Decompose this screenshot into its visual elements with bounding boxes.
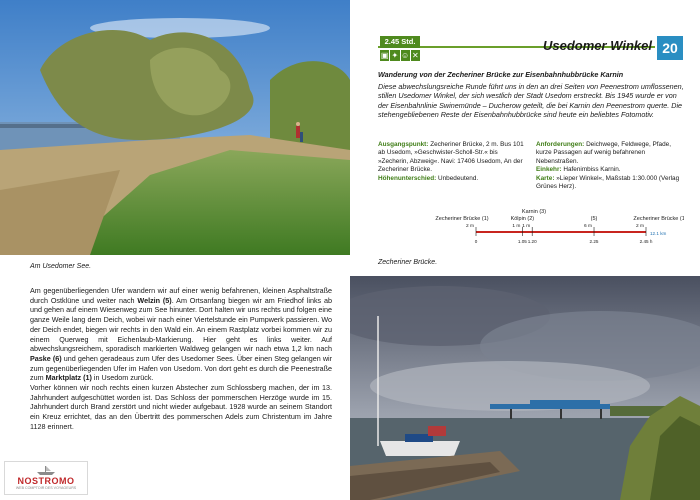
start-text: Zecheriner Brücke, 2 m. Bus 101 ab Usedom, »Geschwister-Scholl-Str.« bis »Zecherin, Abzweig«. Navi: 17406 Usedom, An der Zecheriner Brücke. bbox=[378, 141, 524, 174]
profile-point-name: Zecheriner Brücke (1) bbox=[633, 216, 684, 222]
body-part-1: Am gegenüberliegenden Ufer wandern wir auf einer wenig befahrenen, kleinen Asphaltstraße durch Ostklüne und weiter nach bbox=[30, 286, 332, 305]
profile-point-time: 2.25 bbox=[589, 239, 599, 244]
profile-top-label: Karnin (3) bbox=[521, 209, 547, 215]
logo-name: NOSTROMO bbox=[17, 476, 75, 486]
profile-point-name: (5) bbox=[590, 216, 598, 222]
route-description bbox=[30, 286, 332, 432]
start-label: Ausgangspunkt: bbox=[378, 141, 429, 148]
walker-icon: ✦ bbox=[391, 51, 399, 60]
height-text: Unbedeutend. bbox=[438, 174, 479, 182]
bridge-photo bbox=[350, 276, 700, 500]
picnic-icon: ✕ bbox=[412, 51, 419, 60]
profile-point-altitude: 2 m bbox=[636, 224, 644, 229]
facts-right bbox=[536, 141, 686, 191]
place-welzin: Welzin (5) bbox=[137, 295, 172, 305]
tour-number: 20 bbox=[657, 36, 683, 60]
profile-point-altitude: 2 m bbox=[466, 224, 474, 229]
map-label: Karte: bbox=[536, 174, 555, 182]
height-label: Höhenunterschied: bbox=[378, 174, 437, 182]
profile-point-altitude: 1 m bbox=[512, 224, 521, 229]
profile-point-altitude: 1 m bbox=[522, 224, 531, 229]
body-part-2: . Am Ortsanfang biegen wir am Friedhof links ab und gehen auf einem Wiesenweg zum See hinunter. Dort halten wir uns rechts und folgen eine ganze Weile lang dem Deich, wobei wir nach einer Viertelstunde ein Pumpwerk passieren. Wo der Deich endet, biegen wir rechts in den Wald ein. An einem Rastplatz vorbei kommen wir zu einem Querweg mit Eichenlaub-Markierung. Hier geht es links weiter. Auf abwechslungsreichem, sporadisch markierten Waldweg gelangen wir nach etwa 1,2 km nach bbox=[30, 295, 333, 354]
place-marktplatz: Marktplatz (1) bbox=[45, 373, 92, 383]
food-text: Hafenimbiss Karnin. bbox=[563, 166, 621, 174]
bus-icon: ▣ bbox=[380, 51, 389, 60]
body-part-5: Vorher können wir noch rechts einen kurzen Abstecher zum Schlossberg machen, der im 13. Jahrhundert aufgeschüttet worden ist. Das Schloss der pommerschen Herzöge wurde im 15. Jahrhundert durch Brand zerstört und nicht wieder aufgebaut. 1928 wurde an seinem Standort ein Kreuz errichtet, das an den Übertritt des pommerschen Adels zum Christentum im Jahre 1128 erinnert. bbox=[30, 383, 332, 431]
lake-photo-caption: Am Usedomer See. bbox=[30, 263, 92, 270]
food-label: Einkehr: bbox=[536, 166, 562, 174]
family-icon: ☺ bbox=[401, 51, 410, 60]
bridge-caption: Zecheriner Brücke. bbox=[378, 259, 438, 266]
profile-point-time: 1.05 bbox=[517, 239, 527, 244]
place-paske: Paske (6) bbox=[30, 353, 62, 363]
requirements-label: Anforderungen: bbox=[536, 141, 585, 148]
intro-lead: Wanderung von der Zecheriner Brücke zur Eisenbahnhubbrücke Karnin bbox=[378, 70, 624, 79]
ship-icon bbox=[35, 464, 57, 476]
duration-badge: 2.45 Std. bbox=[380, 36, 420, 48]
requirements-text: Deichwege, Feldwege, Pfade, kurze Passagen auf wenig befahrenen Nebenstraßen. bbox=[536, 141, 671, 165]
map-text: »Lieper Winkel«, Maßstab 1:30.000 (Verlag Grünes Herz). bbox=[536, 174, 680, 191]
profile-point-altitude: 6 m bbox=[584, 224, 593, 229]
profile-total-km: 12.1 km bbox=[650, 231, 667, 236]
tour-header bbox=[378, 36, 684, 62]
elevation-profile bbox=[378, 205, 684, 255]
profile-point-name: Zecheriner Brücke (1) bbox=[435, 216, 489, 222]
tour-title: Usedomer Winkel bbox=[543, 38, 652, 53]
body-part-4: in Usedom zurück. bbox=[93, 373, 154, 383]
logo-tagline: WEB COMPTOIR DES VOYAGEURS bbox=[15, 486, 77, 490]
lake-photo bbox=[0, 0, 350, 255]
profile-point-name: Kölpin (2) bbox=[510, 216, 535, 222]
intro-text: Diese abwechslungsreiche Runde führt uns in den an drei Seiten von Peenestrom umflossenen, stillen Usedomer Winkel, der sich westlich der Stadt Usedom erstreckt. Bis 1945 wurde er von der Eisenbahnlinie Swinemünde – Ducherow geteilt, die bei Karnin den Peenestrom querte. Die stehengebliebenen Reste der Eisenbahnhubbrücke sind heute ein beliebtes Fotomotiv. bbox=[378, 81, 684, 120]
profile-point-time: 1.20 bbox=[527, 239, 537, 244]
facts-left bbox=[378, 141, 528, 183]
profile-point-time: 0 bbox=[474, 239, 478, 244]
nostromo-logo bbox=[4, 461, 88, 495]
tour-icons bbox=[380, 50, 420, 61]
profile-point-time: 2.45 h bbox=[639, 239, 653, 244]
tour-intro bbox=[378, 70, 684, 120]
body-part-3: und gehen geradeaus zum Ufer des Usedomer Sees. Über einen Steg gelangen wir zum gegenüberliegenden Ufer im Hafen von Usedom. Von dort geht es durch die Peenestraße zum bbox=[30, 353, 332, 383]
